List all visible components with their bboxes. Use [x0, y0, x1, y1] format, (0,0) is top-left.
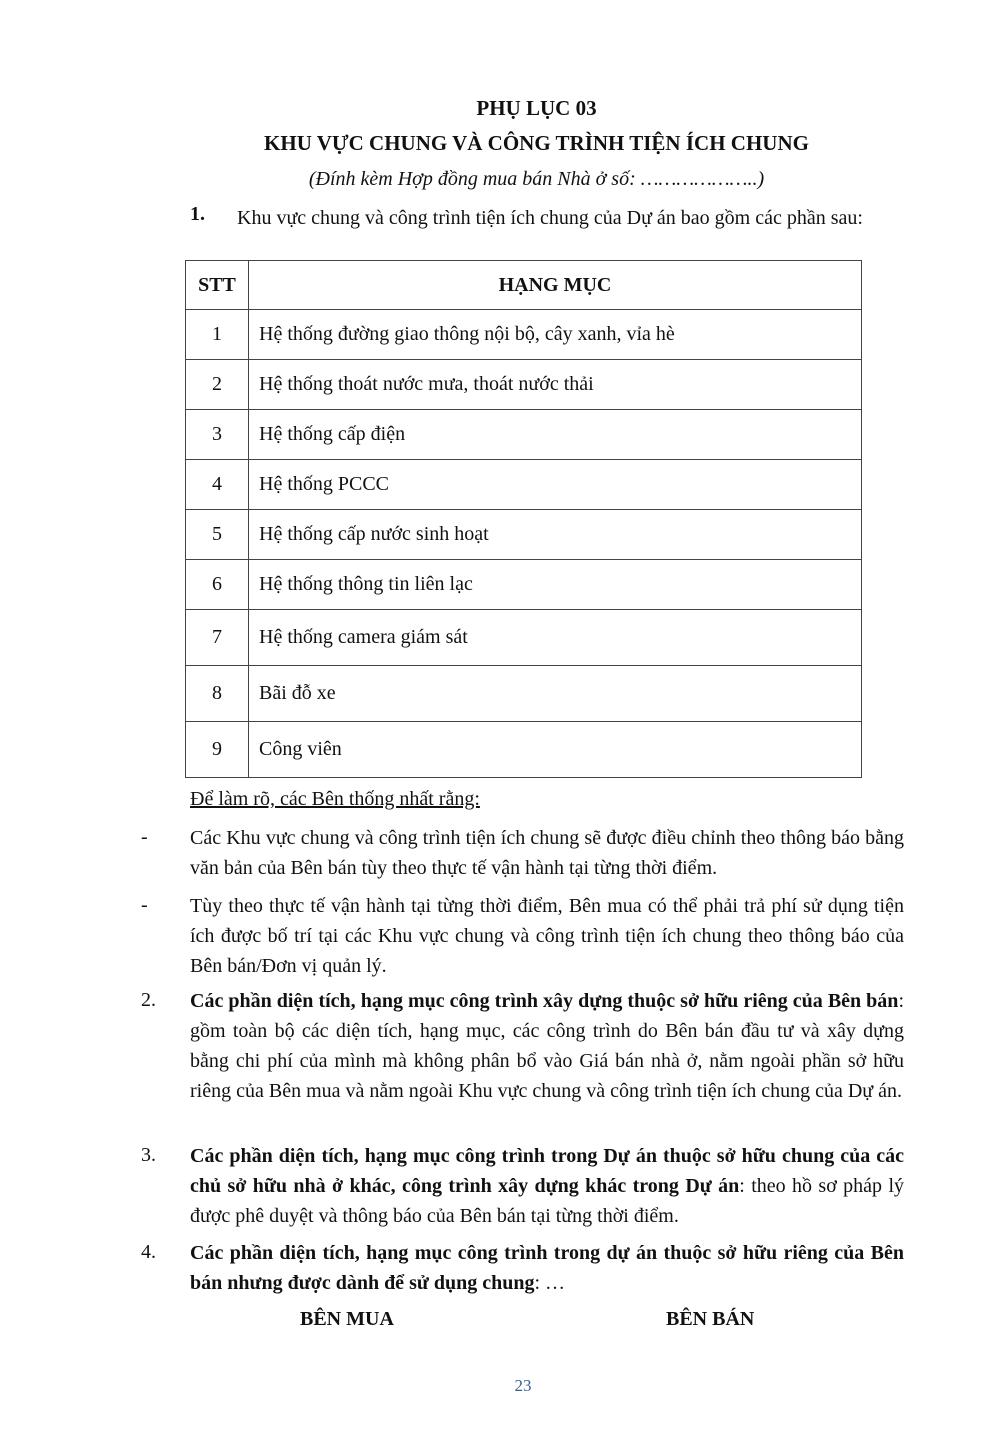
table-cell-stt: 5: [186, 510, 249, 560]
clarification-note: Để làm rõ, các Bên thống nhất rằng:: [190, 788, 480, 810]
page-number: 23: [514, 1376, 532, 1395]
bullet-text: Các Khu vực chung và công trình tiện ích chung sẽ được điều chỉnh theo thông báo bằng văn bản của Bên bán tùy theo thực tế vận hành tại từng thời điểm.: [190, 827, 904, 879]
table-cell-item: Hệ thống cấp nước sinh hoạt: [249, 510, 862, 560]
table-row: [186, 510, 862, 560]
table-cell-item: Công viên: [249, 722, 862, 778]
seller-signature-label: BÊN BÁN: [666, 1308, 755, 1330]
table-cell-item: Bãi đỗ xe: [249, 666, 862, 722]
table-cell-stt: 4: [186, 460, 249, 510]
section-1-text: Khu vực chung và công trình tiện ích chung của Dự án bao gồm các phần sau:: [237, 207, 863, 229]
table-cell-stt: 3: [186, 410, 249, 460]
table-row: [186, 560, 862, 610]
table-cell-stt: 6: [186, 560, 249, 610]
table-row: [186, 460, 862, 510]
page-subtitle: (Đính kèm Hợp đồng mua bán Nhà ở số: ………………..): [308, 168, 765, 190]
table-row: [186, 722, 862, 778]
table-cell-item: Hệ thống đường giao thông nội bộ, cây xanh, vỉa hè: [249, 310, 862, 360]
column-header-stt: STT: [186, 261, 249, 310]
table-cell-stt: 7: [186, 610, 249, 666]
section-3-heading: Các phần diện tích, hạng mục công trình trong Dự án thuộc sở hữu chung của các chủ sở hữu nhà ở khác, công trình xây dựng khác trong Dự án: [190, 1145, 904, 1197]
table-cell-item: Hệ thống camera giám sát: [249, 610, 862, 666]
table-row: [186, 410, 862, 460]
buyer-signature-label: BÊN MUA: [300, 1308, 394, 1330]
section-2-heading: Các phần diện tích, hạng mục công trình xây dựng thuộc sở hữu riêng của Bên bán: [190, 990, 899, 1012]
table-cell-item: Hệ thống thông tin liên lạc: [249, 560, 862, 610]
bullet-text: Tùy theo thực tế vận hành tại từng thời điểm, Bên mua có thể phải trả phí sử dụng tiện ích được bố trí tại các Khu vực chung và công trình tiện ích chung theo thông báo của Bên bán/Đơn vị quản lý.: [190, 895, 904, 977]
table-row: [186, 610, 862, 666]
bullet-dash: -: [141, 826, 148, 848]
table-cell-stt: 2: [186, 360, 249, 410]
table-cell-item: Hệ thống thoát nước mưa, thoát nước thải: [249, 360, 862, 410]
table-cell-stt: 1: [186, 310, 249, 360]
table-header-row: [186, 261, 862, 310]
table-cell-stt: 9: [186, 722, 249, 778]
table-row: [186, 360, 862, 410]
section-2-number: 2.: [141, 989, 156, 1011]
section-4-text: [190, 1238, 904, 1298]
table-row: [186, 310, 862, 360]
section-4-number: 4.: [141, 1241, 156, 1263]
appendix-heading: PHỤ LỤC 03: [476, 96, 597, 120]
section-4-body: : …: [534, 1272, 566, 1294]
table-cell-stt: 8: [186, 666, 249, 722]
section-4-heading: Các phần diện tích, hạng mục công trình trong dự án thuộc sở hữu riêng của Bên bán nhưng được dành để sử dụng chung: [190, 1242, 904, 1294]
section-3-number: 3.: [141, 1144, 156, 1166]
page-title: KHU VỰC CHUNG VÀ CÔNG TRÌNH TIỆN ÍCH CHUNG: [264, 131, 809, 155]
table-cell-item: Hệ thống cấp điện: [249, 410, 862, 460]
table-cell-item: Hệ thống PCCC: [249, 460, 862, 510]
column-header-item: HẠNG MỤC: [249, 261, 862, 310]
bullet-dash: -: [141, 894, 148, 916]
section-3-text: [190, 1141, 904, 1231]
section-3-body: : theo hồ sơ pháp lý được phê duyệt và thông báo của Bên bán tại từng thời điểm.: [190, 1175, 904, 1227]
section-2-text: [190, 986, 904, 1106]
facilities-table: [185, 260, 862, 778]
table-row: [186, 666, 862, 722]
section-2-body: : gồm toàn bộ các diện tích, hạng mục, các công trình do Bên bán đầu tư và xây dựng bằng chi phí của mình mà không phân bổ vào Giá bán nhà ở, nằm ngoài phần sở hữu riêng của Bên mua và nằm ngoài Khu vực chung và công trình tiện ích chung của Dự án.: [190, 990, 904, 1102]
section-1-number: 1.: [190, 203, 205, 225]
